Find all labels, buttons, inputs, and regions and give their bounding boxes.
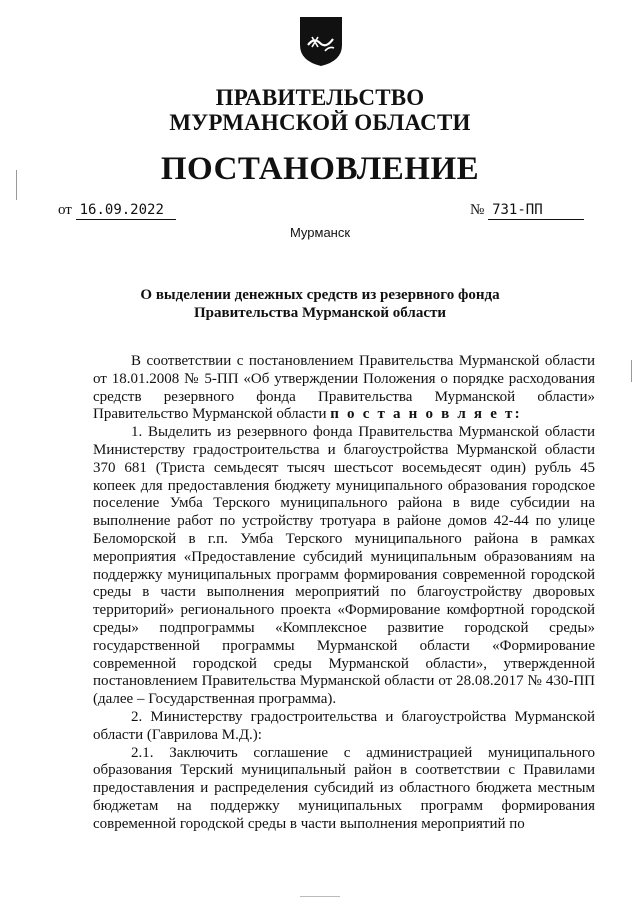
org-name-line2: МУРМАНСКОЙ ОБЛАСТИ [169, 110, 471, 135]
org-name-line1: ПРАВИТЕЛЬСТВО [215, 85, 425, 110]
document-type-title: ПОСТАНОВЛЕНИЕ [160, 151, 480, 187]
document-date: 16.09.2022 [76, 201, 176, 220]
paragraph-2-1: 2.1. Заключить соглашение с администрацией муниципального образования Терский муниципальный район в соответствии с Правилами предоставления и распределения субсидий из областного бюджета местным бюджетам на поддержку муниципальных программ формирования современной городской среды в части выполнения мероприятий по [93, 744, 595, 832]
paragraph-1: 1. Выделить из резервного фонда Правительства Мурманской области Министерству градостроительства и благоустройства Мурманской области 370 681 (Триста семьдесят тысяч шестьсот восемьдесят один) рубль 45 копеек для предоставления бюджету муниципального образования городское поселение Умба Терского муниципального района в виде субсидии на выполнение работ по устройству тротуара в районе домов 42-44 по улице Беломорской в г.п. Умба Терского муниципального района в рамках мероприятия «Предоставление субсидий муниципальным образованиям на поддержку муниципальных программ формирования современной городской среды в части выполнения мероприятий по благоустройству дворовых территорий» регионального проекта «Формирование комфортной городской среды» подпрограммы «Комплексное развитие городской среды» государственной программы Мурманской области «Формирование современной городской среды Мурманской области», утвержденной постановлением Правительства Мурманской области от 28.08.2017 № 430-ПП (далее – Государственная программа). [93, 424, 595, 708]
margin-mark [16, 170, 17, 200]
document-number-row [470, 201, 584, 220]
preamble-text: В соответствии с постановлением Правительства Мурманской области от 18.01.2008 № 5-ПП «Об утверждении Положения о порядке расходования средств резервного фонда Правительства Мурманской области» Правительство Мурманской области [93, 353, 595, 423]
city-name: Мурманск [289, 225, 351, 240]
preamble-paragraph [93, 353, 595, 424]
date-prefix: от [58, 202, 72, 218]
footer-mark [300, 896, 340, 897]
subject-line1: О выделении денежных средств из резервного фонда [140, 287, 500, 303]
number-prefix: № [470, 202, 485, 218]
paragraph-2: 2. Министерству градостроительства и благоустройства Мурманской области (Гаврилова М.Д.): [93, 708, 595, 743]
document-subject [0, 286, 640, 322]
document-body [93, 353, 595, 834]
document-date-row [58, 201, 176, 220]
decree-word: п о с т а н о в л я е т: [330, 406, 522, 423]
coat-of-arms-icon [298, 15, 344, 67]
margin-mark [631, 360, 632, 382]
subject-line2: Правительства Мурманской области [193, 305, 447, 321]
document-number: 731-ПП [488, 201, 584, 220]
